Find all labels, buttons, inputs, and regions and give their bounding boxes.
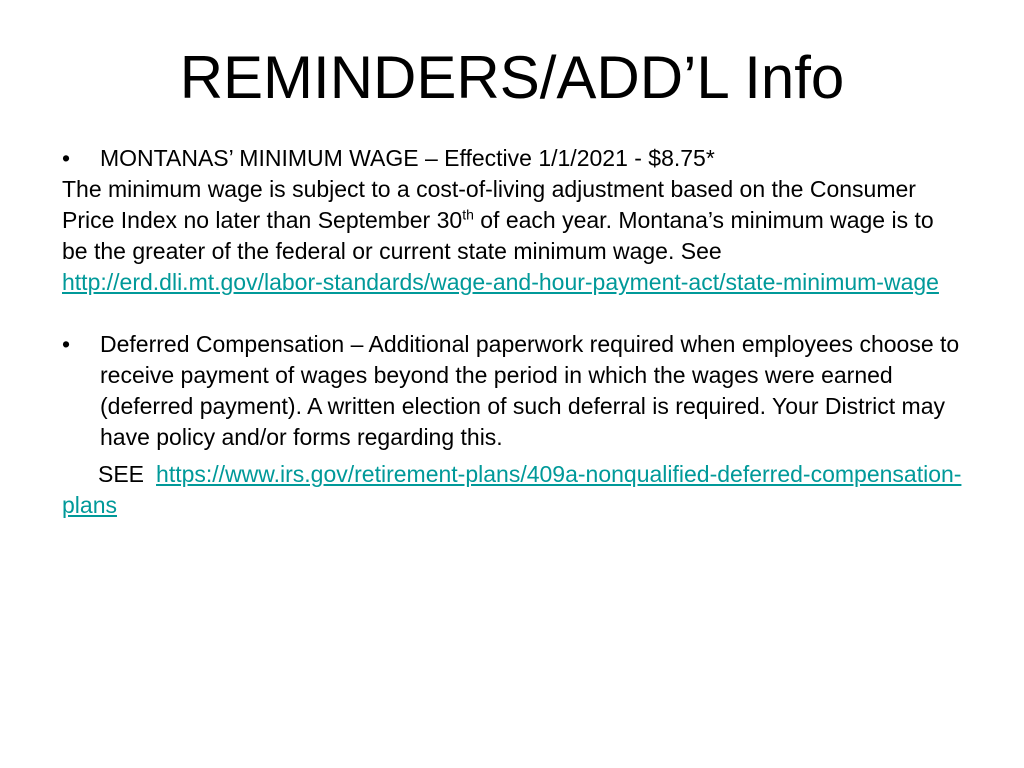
minimum-wage-text-2: of each year. Montana’s minimum wage is to be the greater of the federal or current state minimum wage. See bbox=[62, 207, 934, 264]
deferred-compensation-see bbox=[62, 459, 962, 521]
deferred-compensation-text: Deferred Compensation – Additional paperwork required when employees choose to receive payment of wages beyond the period in which the wages were earned (deferred payment). A written election of such deferral is required. Your District may have policy and/or forms regarding this. bbox=[100, 331, 960, 450]
minimum-wage-paragraph bbox=[62, 174, 962, 298]
slide-body bbox=[62, 143, 962, 521]
bullet-icon: • bbox=[62, 331, 71, 357]
bullet-icon: • bbox=[62, 145, 71, 171]
see-label: SEE bbox=[98, 461, 145, 487]
minimum-wage-text-1: The minimum wage is subject to a cost-of-living adjustment based on the Consumer Price Index no later than September 30 bbox=[62, 176, 916, 233]
ordinal-superscript: th bbox=[462, 206, 474, 223]
minimum-wage-link[interactable]: http://erd.dli.mt.gov/labor-standards/wage-and-hour-payment-act/state-minimum-wage bbox=[62, 269, 939, 295]
bullet-deferred-compensation bbox=[62, 329, 962, 453]
slide-title: REMINDERS/ADD’L Info bbox=[179, 44, 845, 111]
deferred-compensation-link[interactable]: https://www.irs.gov/retirement-plans/409a-nonqualified-deferred-compensation-plans bbox=[62, 461, 962, 518]
bullet-minimum-wage bbox=[62, 143, 962, 174]
minimum-wage-heading: MONTANAS’ MINIMUM WAGE – Effective 1/1/2021 - $8.75* bbox=[100, 145, 715, 171]
spacer bbox=[62, 298, 962, 329]
